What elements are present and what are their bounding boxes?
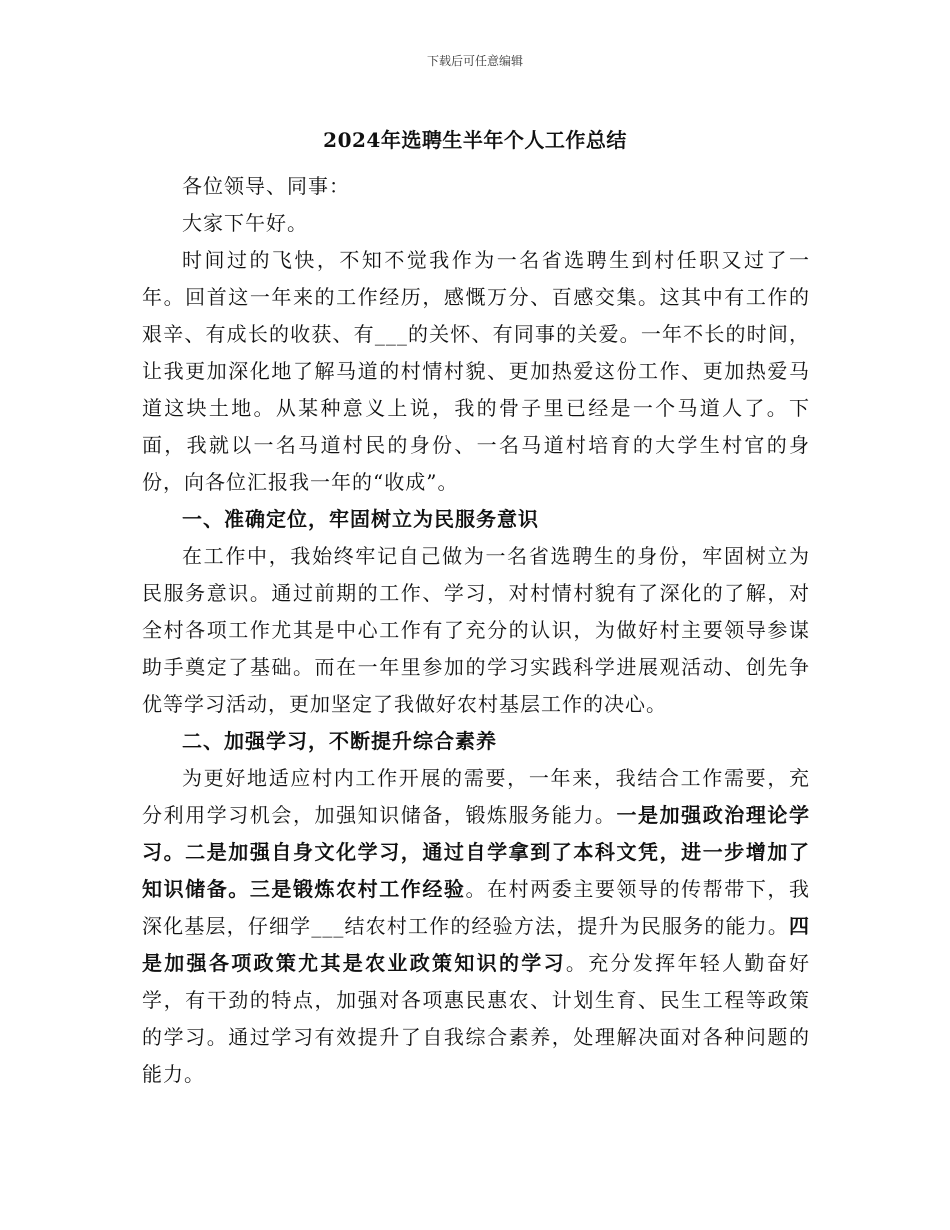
intro-paragraph: 时间过的飞快，不知不觉我作为一名省选聘生到村任职又过了一年。回首这一年来的工作经历，感慨万分、百感交集。这其中有工作的艰辛、有成长的收获、有___的关怀、有同事的关爱。一年不长的时间，让我更加深化地了解马道的村情村貌、更加热爱这份工作、更加热爱马道这块土地。从某种意义上说，我的骨子里已经是一个马道人了。下面，我就以一名马道村民的身份、一名马道村培育的大学生村官的身份，向各位汇报我一年的“收成”。 <box>142 248 810 494</box>
section-2-text-3: 。充分发挥年轻人勤奋好学，有干劲的特点，加强对各项惠民惠农、计划生育、民生工程等政策的学习。通过学习有效提升了自我综合素养，处理解决面对各种问题的能力。 <box>142 951 811 1086</box>
section-heading-2: 二、加强学习，不断提升综合素养 <box>182 729 497 753</box>
section-2-text-2: 。在村两委主要领导的传帮带下，我深化基层，仔细学___结农村工作的经验方法，提升为民服务的能力。 <box>142 877 810 938</box>
document-body <box>142 168 810 1093</box>
section-1-paragraph: 在工作中，我始终牢记自己做为一名省选聘生的身份，牢固树立为民服务意识。通过前期的工作、学习，对村情村貌有了深化的了解，对全村各项工作尤其是中心工作有了充分的认识，为做好村主要领导参谋助手奠定了基础。而在一年里参加的学习实践科学进展观活动、创先争优等学习活动，更加坚定了我做好农村基层工作的决心。 <box>142 544 810 716</box>
header-note: 下载后可任意编辑 <box>426 54 523 68</box>
greeting-paragraph: 各位领导、同事： <box>182 174 350 198</box>
section-2-paragraph <box>142 760 810 1093</box>
section-2-bold-2: 四是加强各项政策尤其是农业政策知识的学习 <box>142 914 810 975</box>
hello-paragraph: 大家下午好。 <box>182 211 308 235</box>
section-2-text-1: 为更好地适应村内工作开展的需要，一年来，我结合工作需要，充分利用学习机会，加强知识储备，锻炼服务能力。 <box>142 766 810 827</box>
section-2-bold-1: 一是加强政治理论学习。二是加强自身文化学习，通过自学拿到了本科文凭，进一步增加了知识储备。三是锻炼农村工作经验 <box>142 803 811 901</box>
document-title: 2024年选聘生半年个人工作总结 <box>323 128 627 152</box>
section-heading-1: 一、准确定位，牢固树立为民服务意识 <box>182 507 539 531</box>
